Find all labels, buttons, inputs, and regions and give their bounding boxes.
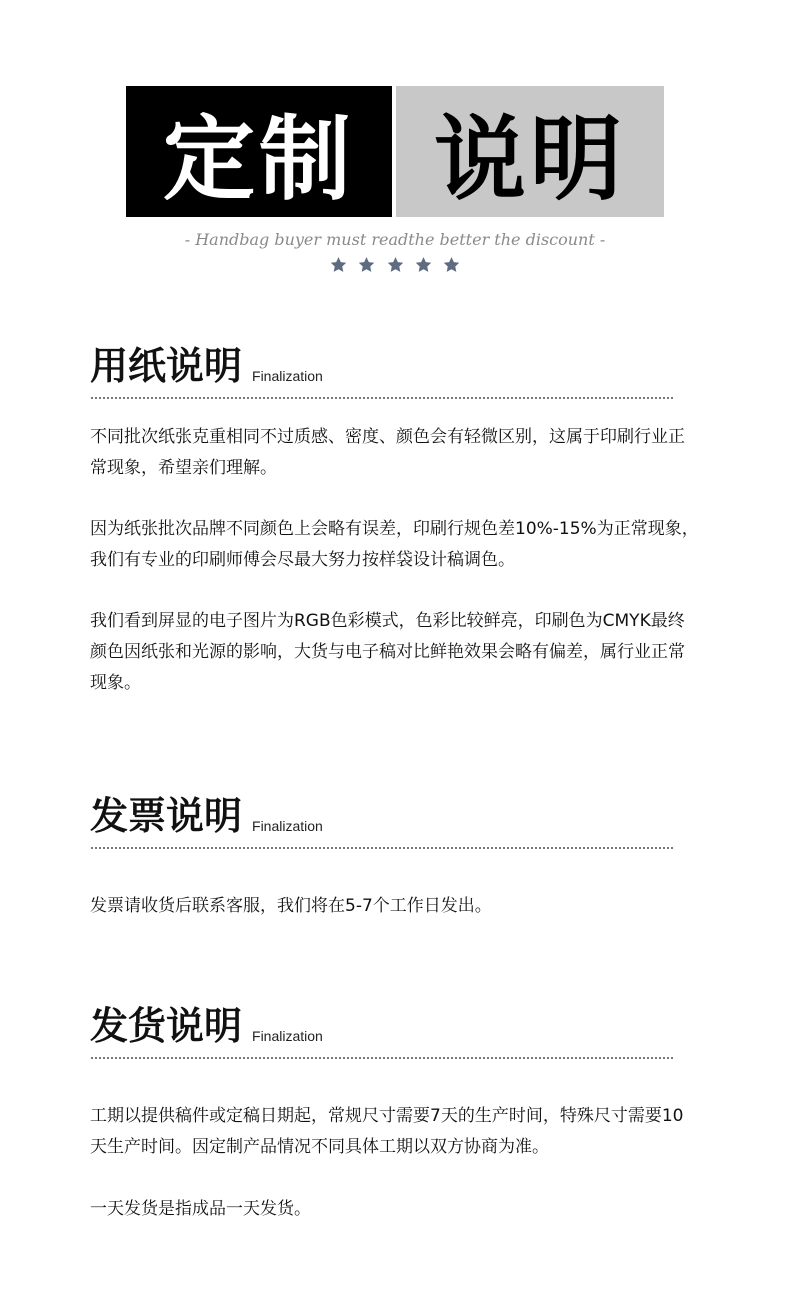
section-invoice: [90, 788, 700, 922]
banner-left-block: 定制: [126, 86, 392, 217]
section-shipping: [90, 998, 700, 1225]
section-subtitle: Finalization: [252, 818, 323, 834]
section-title: 发票说明: [90, 794, 243, 838]
section-header: [90, 788, 700, 838]
paragraph: 不同批次纸张克重相同不过质感、密度、颜色会有轻微区别，这属于印刷行业正常现象，希望亲们理解。: [90, 427, 685, 478]
paragraph: 因为纸张批次品牌不同颜色上会略有误差，印刷行规色差10%-15%为正常现象，我们有专业的印刷师傅会尽最大努力按样袋设计稿调色。: [90, 519, 699, 570]
star-icon: [442, 256, 461, 274]
paragraph: 一天发货是指成品一天发货。: [90, 1199, 311, 1219]
section-title: 用纸说明: [90, 344, 243, 388]
banner-right-block: 说明: [396, 86, 664, 217]
star-icon: [414, 256, 433, 274]
section-header: [90, 338, 700, 388]
rating-stars: [0, 256, 790, 278]
dotted-divider: [90, 846, 675, 850]
section-paper: [90, 338, 700, 699]
section-header: [90, 998, 700, 1048]
dotted-divider: [90, 1056, 675, 1060]
paragraph: 我们看到屏显的电子图片为RGB色彩模式，色彩比较鲜亮，印刷色为CMYK最终颜色因纸张和光源的影响，大货与电子稿对比鲜艳效果会略有偏差，属行业正常现象。: [90, 611, 685, 693]
tagline: - Handbag buyer must readthe better the discount -: [184, 230, 606, 249]
paragraph: 工期以提供稿件或定稿日期起，常规尺寸需要7天的生产时间，特殊尺寸需要10天生产时间。因定制产品情况不同具体工期以双方协商为准。: [90, 1106, 684, 1157]
section-title: 发货说明: [90, 1004, 243, 1048]
section-subtitle: Finalization: [252, 1028, 323, 1044]
paragraph: 发票请收货后联系客服，我们将在5-7个工作日发出。: [90, 896, 492, 916]
header-banner: [126, 86, 664, 217]
section-subtitle: Finalization: [252, 368, 323, 384]
star-icon: [386, 256, 405, 274]
star-icon: [329, 256, 348, 274]
dotted-divider: [90, 396, 675, 400]
star-icon: [357, 256, 376, 274]
